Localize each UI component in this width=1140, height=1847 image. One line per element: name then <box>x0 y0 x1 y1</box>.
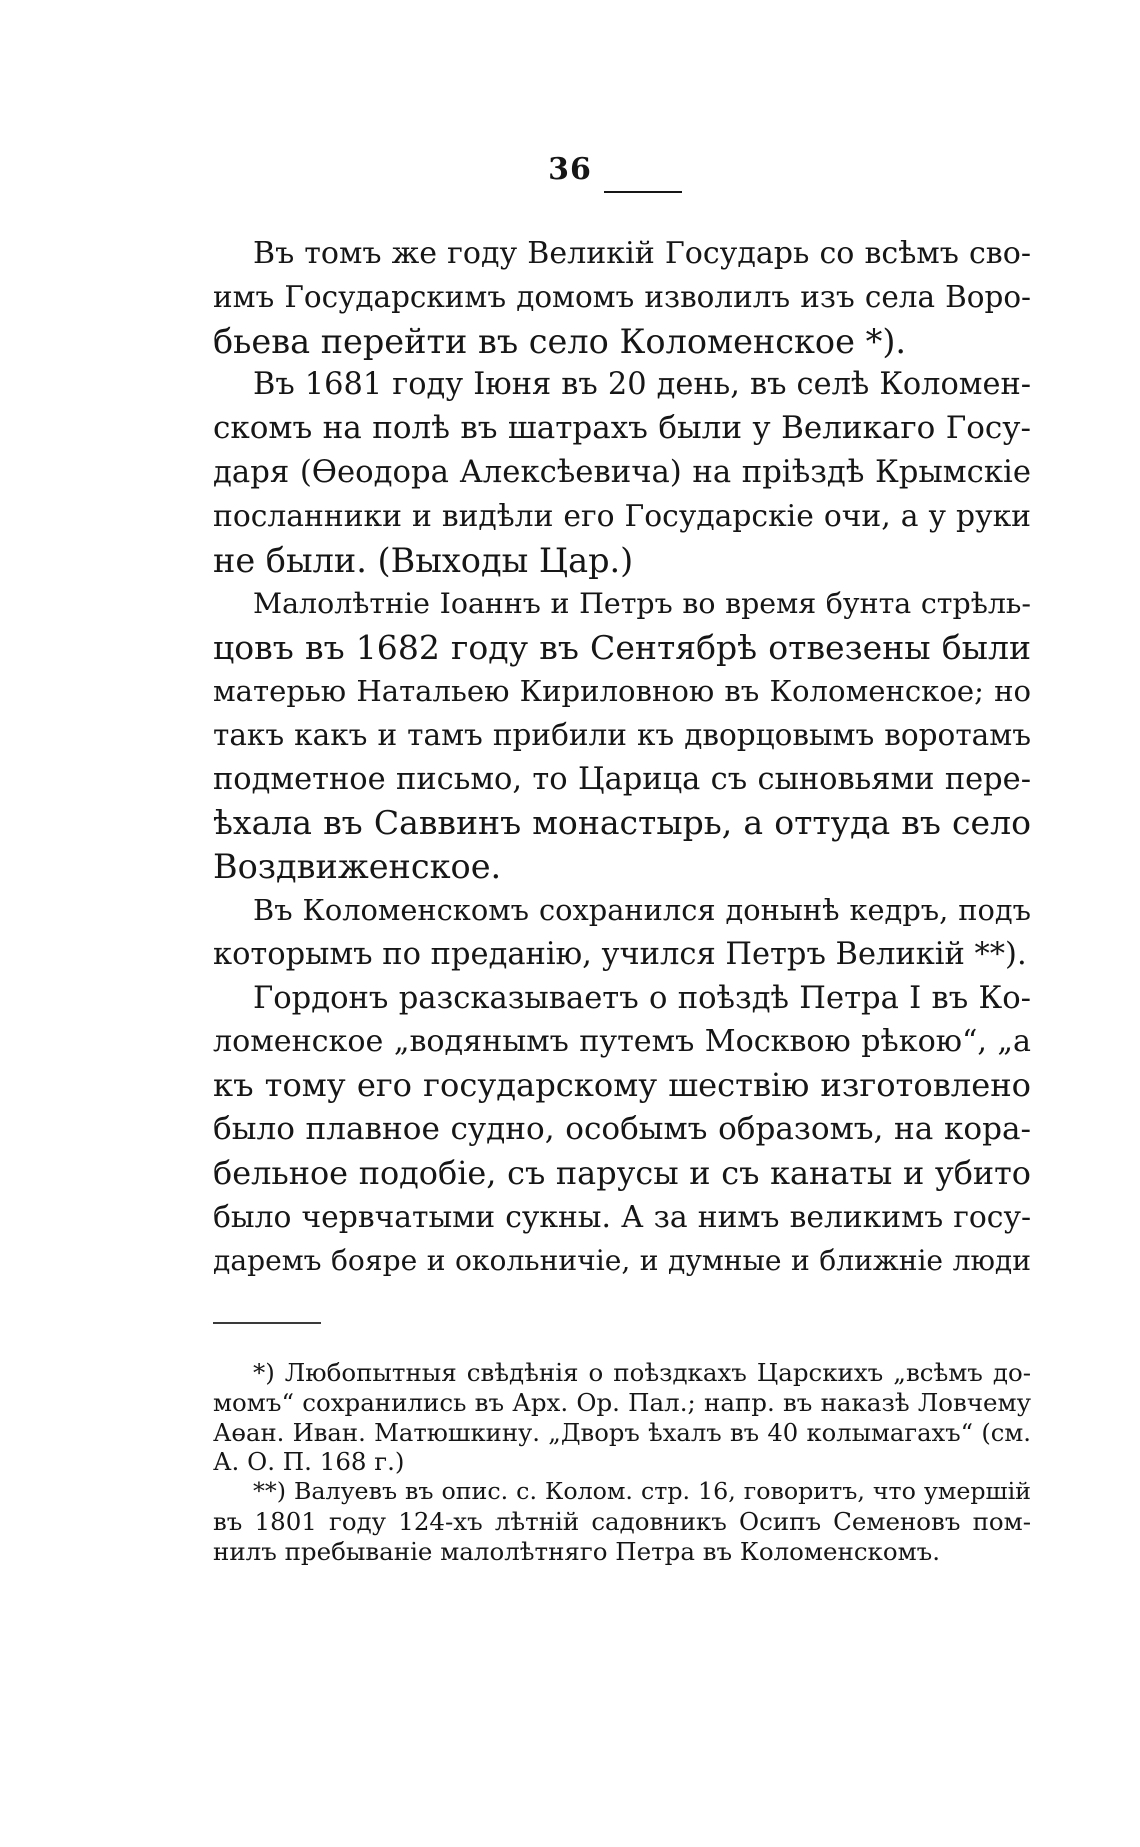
body-line: бельное подобіе, съ парусы и съ канаты и убито <box>213 1153 1031 1192</box>
body-line: не были. (Выходы Цар.) <box>213 540 634 580</box>
footnotes <box>213 1358 1031 1567</box>
body-line: ѣхала въ Саввинъ монастырь, а оттуда въ село <box>213 803 1031 843</box>
body-line: цовъ въ 1682 году въ Сентябрѣ отвезены были <box>213 628 1031 668</box>
body-line: было плавное судно, особымъ образомъ, на кора- <box>213 1110 1031 1147</box>
body-line: Въ Коломенскомъ сохранился донынѣ кедръ, подъ <box>253 892 1031 927</box>
body-line: даремъ бояре и окольничіе, и думные и ближніе люди <box>213 1244 1031 1278</box>
body-line: посланники и видѣли его Государскіе очи, а у руки <box>213 498 1031 534</box>
footnote-line: А. О. П. 168 г.) <box>213 1447 405 1477</box>
main-text <box>213 232 1031 1283</box>
body-line: бьева перейти въ село Коломенское *). <box>213 321 907 361</box>
footnote-separator <box>213 1322 321 1324</box>
body-line: подметное письмо, то Царица съ сыновьями пере- <box>213 761 1031 797</box>
body-line: къ тому его государскому шествію изготовлено <box>213 1066 1031 1105</box>
page-number: 36 <box>548 152 592 187</box>
footnote-line: въ 1801 году 124-хъ лѣтній садовникъ Осипъ Семеновъ пом- <box>213 1506 1031 1536</box>
body-line: которымъ по преданію, учился Петръ Великій **). <box>213 936 1027 972</box>
footnote-line: **) Валуевъ въ опис. с. Колом. стр. 16, говоритъ, что умершій <box>253 1477 1031 1506</box>
body-line: матерью Натальею Кириловною въ Коломенское; но <box>213 673 1031 708</box>
body-line: Гордонъ разсказываетъ о поѣздѣ Петра І въ Ко- <box>253 980 1031 1016</box>
body-line: Воздвиженское. <box>213 847 502 887</box>
body-line: Въ 1681 году Іюня въ 20 день, въ селѣ Коломен- <box>253 367 1031 403</box>
body-line: имъ Государскимъ домомъ изволилъ изъ села Воро- <box>213 279 1031 314</box>
body-line: такъ какъ и тамъ прибили къ дворцовымъ воротамъ <box>213 717 1031 752</box>
body-line: Малолѣтніе Іоаннъ и Петръ во время бунта стрѣль- <box>253 587 1031 621</box>
body-line: Въ томъ же году Великій Государь со всѣмъ сво- <box>253 236 1031 271</box>
footnote-line: нилъ пребываніе малолѣтняго Петра въ Коломенскомъ. <box>213 1536 941 1566</box>
body-line: скомъ на полѣ въ шатрахъ были у Великаго Госу- <box>213 410 1031 447</box>
body-line: было червчатыми сукны. А за нимъ великимъ госу- <box>213 1199 1031 1235</box>
footnote-line: момъ“ сохранились въ Арх. Ор. Пал.; напр. въ наказѣ Ловчему <box>213 1387 1031 1417</box>
footnote-line: *) Любопытныя свѣдѣнія о поѣздкахъ Царскихъ „всѣмъ до- <box>253 1358 1031 1387</box>
body-line: ломенское „водянымъ путемъ Москвою рѣкою“, „а <box>213 1024 1031 1060</box>
page-number-underline <box>604 191 682 193</box>
body-line: даря (Өеодора Алексѣевича) на пріѣздѣ Крымскіе <box>213 454 1031 490</box>
footnote-line: Аөан. Иван. Матюшкину. „Дворъ ѣхалъ въ 40 колымагахъ“ (см. <box>213 1417 1031 1447</box>
